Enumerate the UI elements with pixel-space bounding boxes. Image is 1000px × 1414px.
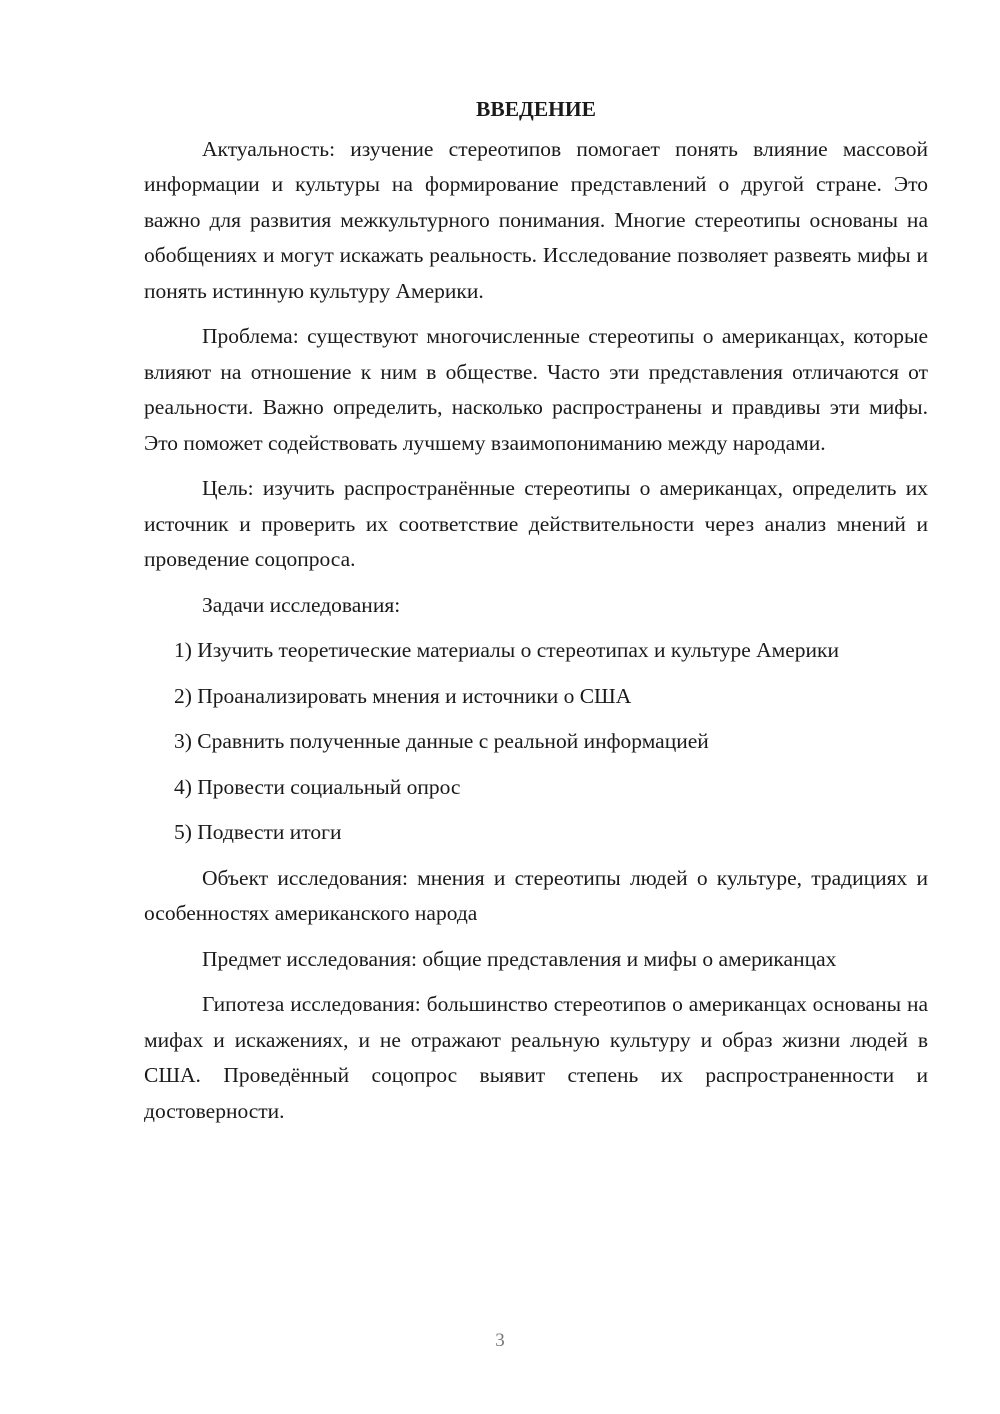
paragraph-goal: Цель: изучить распространённые стереотипы о американцах, определить их источник и проверить их соответствие действительности через анализ мнений и проведение соцопроса. xyxy=(144,476,928,571)
paragraph-object: Объект исследования: мнения и стереотипы людей о культуре, традициях и особенностях американского народа xyxy=(144,865,928,925)
page-title: ВВЕДЕНИЕ xyxy=(476,97,596,121)
task-item-5: 5) Подвести итоги xyxy=(174,820,342,844)
paragraph-subject: Предмет исследования: общие представления и мифы о американцах xyxy=(202,946,837,971)
page-number: 3 xyxy=(495,1330,505,1351)
task-item-2: 2) Проанализировать мнения и источники о США xyxy=(174,683,632,708)
page-content xyxy=(144,92,928,1139)
task-item-4: 4) Провести социальный опрос xyxy=(174,774,461,799)
paragraph-hypothesis: Гипотеза исследования: большинство стереотипов о американцах основаны на мифах и искажениях, и не отражают реальную культуру и образ жизни людей в США. Проведённый соцопрос выявит степень их распространенности и достоверности. xyxy=(144,992,928,1123)
paragraph-relevance: Актуальность: изучение стереотипов помогает понять влияние массовой информации и культуры на формирование представлений о другой стране. Это важно для развития межкультурного понимания. Многие стереотипы основаны на обобщениях и могут искажать реальность. Исследование позволяет развеять мифы и понять истинную культуру Америки. xyxy=(144,136,928,303)
task-item-1: 1) Изучить теоретические материалы о стереотипах и культуре Америки xyxy=(174,638,839,662)
paragraph-problem: Проблема: существуют многочисленные стереотипы о американцах, которые влияют на отношение к ним в обществе. Часто эти представления отличаются от реальности. Важно определить, насколько распространены и правдивы эти мифы. Это поможет содействовать лучшему взаимопониманию между народами. xyxy=(144,324,928,455)
task-item-3: 3) Сравнить полученные данные с реальной информацией xyxy=(174,729,709,753)
paragraph-tasks-heading: Задачи исследования: xyxy=(202,592,401,617)
